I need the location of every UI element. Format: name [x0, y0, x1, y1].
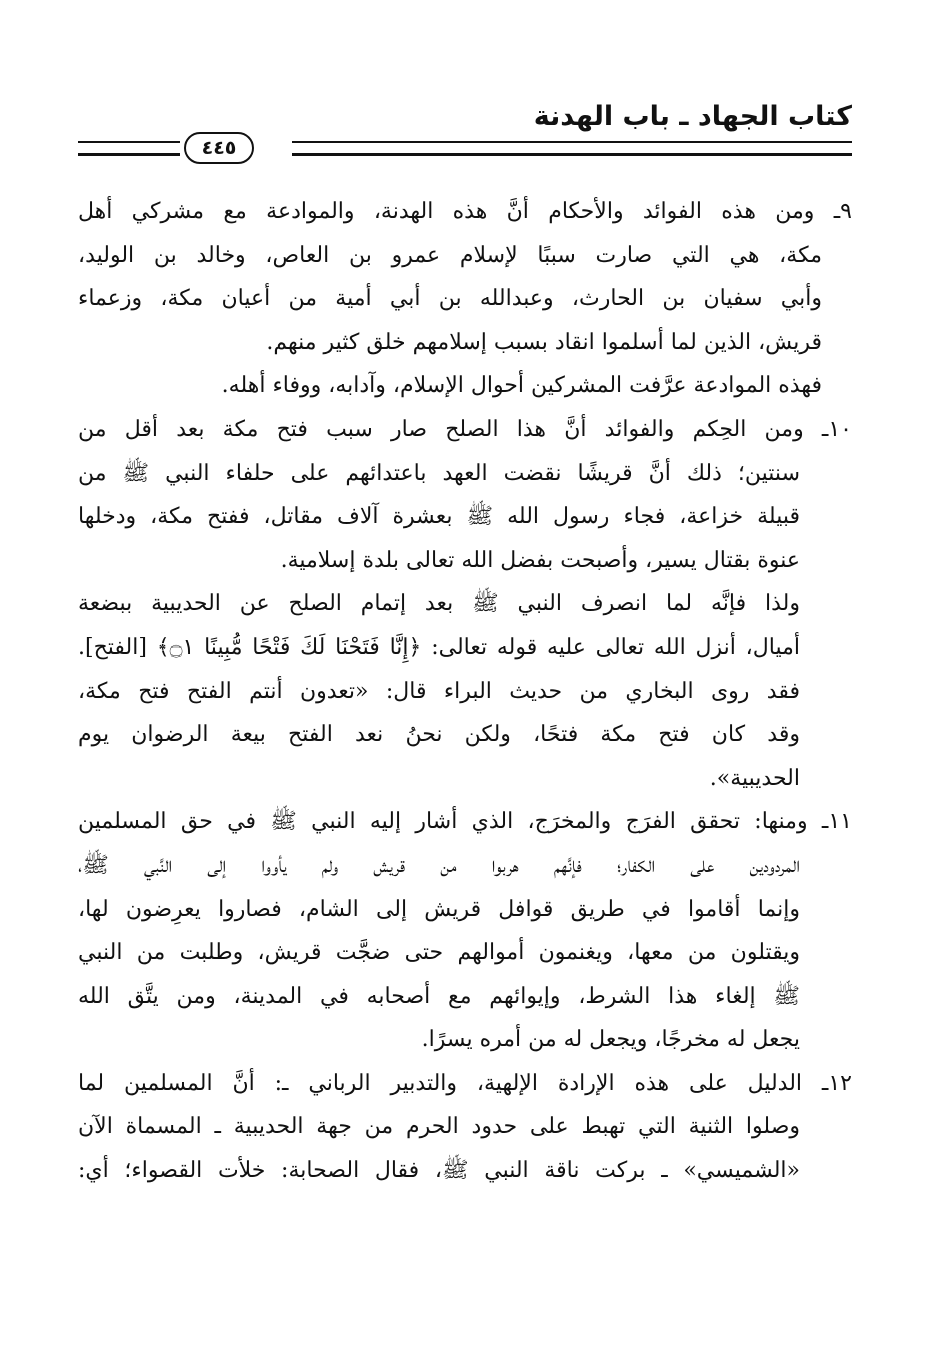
text-line: سنتين؛ ذلك أنَّ قريشًا نقضت العهد باعتدائهم على حلفاء النبي ﷺ من — [78, 460, 800, 486]
text-line: مكة، هي التي صارت سببًا لإسلام عمرو بن العاص، وخالد بن الوليد، — [78, 242, 822, 268]
page-header — [78, 100, 852, 158]
header-rule — [78, 136, 852, 158]
text-line: «الشميسي» ـ بركت ناقة النبي ﷺ، فقال الصحابة: خلأت القصواء؛ أي: — [78, 1158, 800, 1184]
text-line: عنوة بقتال يسير، وأصبحت بفضل الله تعالى بلدة إسلامية. — [280, 547, 800, 573]
text-line: قريش، الذين لما أسلموا انقاد بسبب إسلامهم خلق كثير منهم. — [266, 329, 822, 355]
text-line: يجعل له مخرجًا، ويجعل له من أمره يسرًا. — [421, 1027, 800, 1053]
text-line: المردودين على الكفار؛ فإنَّهم هربوا من قريش ولم يأووا إلى النَّبي ﷺ، — [78, 852, 800, 878]
text-line: الحديبية». — [709, 765, 800, 791]
text-line: ١١ـ ومنها: تحقق الفرَج والمخرَج، الذي أشار إليه النبي ﷺ في حق المسلمين — [78, 809, 852, 835]
text-line: أميال، أنزل الله تعالى عليه قوله تعالى: ﴿إِنَّا فَتَحْنَا لَكَ فَتْحًا مُّبِينًا ۝١﴾ [الفتح]. — [78, 634, 800, 660]
text-line: وإنما أقاموا في طريق قوافل قريش إلى الشام، فصاروا يعرِضون لها، — [78, 896, 800, 922]
text-line: فهذه الموادعة عرَّفت المشركين أحوال الإسلام، وآدابه، ووفاء أهله. — [221, 373, 822, 399]
running-title: كتاب الجهاد ـ باب الهدنة — [533, 101, 852, 132]
text-line: ولذا فإنَّه لما انصرف النبي ﷺ بعد إتمام الصلح عن الحديبية ببضعة — [78, 591, 800, 617]
text-line: وقد كان فتح مكة فتحًا، ولكن نحنُ نعد الفتح بيعة الرضوان يوم — [78, 722, 800, 748]
header-rule-left — [78, 141, 180, 156]
text-line: ﷺ إلغاء هذا الشرط، وإيوائهم مع أصحابه في المدينة، ومن يتَّق الله — [78, 983, 800, 1009]
header-rule-right — [292, 141, 852, 156]
text-line: ١٠ـ ومن الحِكم والفوائد أنَّ هذا الصلح صار سبب فتح مكة بعد أقل من — [78, 416, 852, 442]
text-line: وصلوا الثنية التي تهبط على حدود الحرم من جهة الحديبية ـ المسماة الآن — [78, 1114, 800, 1140]
text-line: قبيلة خزاعة، فجاء رسول الله ﷺ بعشرة آلاف مقاتل، ففتح مكة، ودخلها — [78, 504, 800, 530]
page-number: ٤٤٥ — [184, 132, 254, 164]
text-line: ٩ـ ومن هذه الفوائد والأحكام أنَّ هذه الهدنة، والموادعة مع مشركي أهل — [78, 199, 852, 224]
text-line: ١٢ـ الدليل على هذه الإرادة الإلهية، والتدبير الرباني ـ: أنَّ المسلمين لما — [78, 1070, 852, 1096]
page-body — [78, 190, 852, 1193]
text-line: وأبي سفيان بن الحارث، وعبدالله بن أبي أمية من أعيان مكة، وزعماء — [78, 286, 822, 312]
text-line: ويقتلون من معها، ويغنمون أموالهم حتى ضجَّت قريش، وطلبت من النبي — [78, 940, 801, 966]
text-line: فقد روى البخاري من حديث البراء قال: «تعدون أنتم الفتح فتح مكة، — [78, 678, 800, 704]
